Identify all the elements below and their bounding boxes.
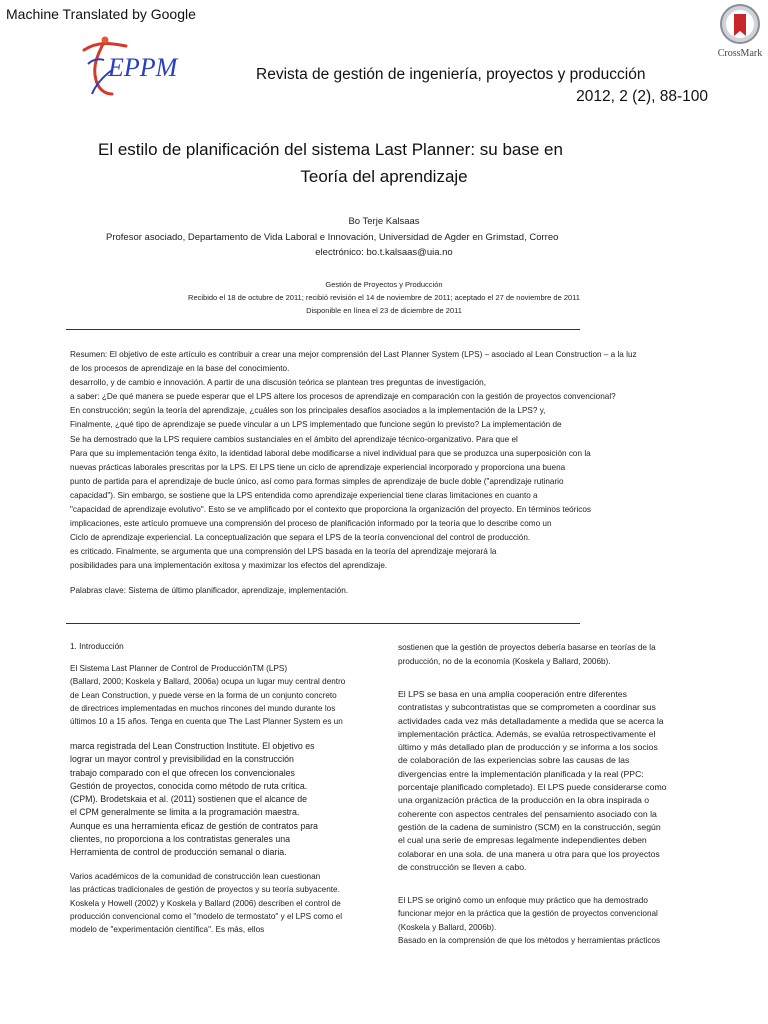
text-line: El LPS se basa en una amplia cooperación entre diferentes xyxy=(398,689,627,699)
abstract-line: capacidad"). Sin embargo, se sostiene que la LPS entendida como aprendizaje experiencial tiene claras limitaciones en cuanto a xyxy=(70,490,538,500)
abstract-line: desarrollo, y de cambio e innovación. A partir de una discusión teórica se plantean tres preguntas de investigación, xyxy=(70,378,486,388)
received-dates: Recibido el 18 de octubre de 2011; recibió revisión el 14 de noviembre de 2011; aceptado el 27 de noviembre de 2011 xyxy=(188,293,580,302)
abstract-line: es criticado. Finalmente, se argumenta que una comprensión del LPS basada en la teoría del aprendizaje mejorará la xyxy=(70,547,497,557)
text-line: producción convencional como el "modelo de termostato" y el LPS como el xyxy=(70,911,343,921)
logo-text: EPPM xyxy=(108,53,178,82)
author-affiliation-line-2: electrónico: bo.t.kalsaas@uia.no xyxy=(315,247,453,258)
abstract-line: Se ha demostrado que la LPS requiere cambios sustanciales en el ámbito del aprendizaje técnico-organizativo. Para que el xyxy=(70,434,518,444)
abstract-line: a saber: ¿De qué manera se puede esperar que el LPS altere los procesos de aprendizaje en comparación con la gestión de proyectos convencional? xyxy=(70,392,616,402)
text-line: Herramienta de control de producción semanal o diaria. xyxy=(70,847,287,858)
journal-logo xyxy=(74,36,214,98)
text-line: implementación práctica. Además, se evalúa retrospectivamente el xyxy=(398,728,656,739)
text-line: trabajo comparado con el que ofrecen los convencionales xyxy=(70,767,295,778)
text-line: lograr un mayor control y previsibilidad en la construcción xyxy=(70,754,294,765)
intro-paragraph-3 xyxy=(70,870,342,936)
text-line: coherente con aspectos centrales del pensamiento asociado con la xyxy=(398,808,657,819)
abstract xyxy=(70,348,720,574)
abstract-line: de los procesos de aprendizaje en la base del conocimiento. xyxy=(70,364,290,374)
text-line: una organización práctica de la producción en la obra inspirada o xyxy=(398,795,650,806)
text-line: marca registrada del Lean Construction Institute. El objetivo es xyxy=(70,741,315,751)
text-line: (CPM). Brodetskaia et al. (2011) sostienen que el alcance de xyxy=(70,794,307,805)
abstract-line: Finalmente, ¿qué tipo de aprendizaje se puede vincular a un LPS implementado que funcione según lo previsto? La implementación de xyxy=(70,420,562,430)
text-line: (Ballard, 2000; Koskela y Ballard, 2006a) ocupa un lugar muy central dentro xyxy=(70,677,346,687)
crossmark-label: CrossMark xyxy=(717,48,763,59)
paper-title-line-2: Teoría del aprendizaje xyxy=(300,167,468,186)
text-line: Varios académicos de la comunidad de construcción lean cuestionan xyxy=(70,872,321,881)
text-line: Koskela y Howell (2002) y Koskela y Ballard (2006) describen el control de xyxy=(70,898,341,908)
section-heading: 1. Introducción xyxy=(70,642,124,651)
text-line: el CPM generalmente se limita a la programación maestra. xyxy=(70,807,300,818)
intro-paragraph-2 xyxy=(70,740,318,860)
text-line: gestión de la cadena de suministro (SCM) en la construcción, según xyxy=(398,821,661,832)
abstract-line: En construcción; según la teoría del aprendizaje, ¿cuáles son los principales desafíos asociados a la implementación de la LPS? y, xyxy=(70,406,546,416)
paper-title-line-1: El estilo de planificación del sistema Last Planner: su base en xyxy=(98,140,563,159)
text-line: divergencias entre la implementación planificada y la real (PPC: xyxy=(398,768,644,779)
machine-translated-label: Machine Translated by Google xyxy=(6,6,196,22)
text-line: contratistas y subcontratistas que se comprometen a coordinar sus xyxy=(398,702,656,713)
text-line: Basado en la comprensión de que los métodos y herramientas prácticos xyxy=(398,935,661,945)
divider xyxy=(66,623,580,624)
text-line: las prácticas tradicionales de gestión de proyectos y su teoría subyacente. xyxy=(70,885,340,895)
abstract-line: Ciclo de aprendizaje experiencial. La conceptualización que separa el LPS de la teoría convencional del control de producción. xyxy=(70,533,531,543)
right-paragraph-3 xyxy=(398,894,660,947)
eppm-logo-icon xyxy=(74,36,214,98)
text-line: últimos 10 a 15 años. Tenga en cuenta que The Last Planner System es un xyxy=(70,717,343,727)
keywords: Palabras clave: Sistema de último planificador, aprendizaje, implementación. xyxy=(70,586,349,595)
text-line: producción, no de la economía (Koskela y Ballard, 2006b). xyxy=(398,656,611,666)
text-line: de colaboración de las experiencias sobre las causas de las xyxy=(398,755,630,766)
text-line: clientes, no proporciona a los contratistas generales una xyxy=(70,834,291,845)
text-line: de directrices implementadas en muchos rincones del mundo durante los xyxy=(70,703,336,713)
abstract-line: Para que su implementación tenga éxito, la identidad laboral debe modificarse a nivel individual para que se produzca una superposición con la xyxy=(70,448,591,458)
journal-name: Revista de gestión de ingeniería, proyectos y producción xyxy=(256,66,646,83)
text-line: el cual una serie de empresas legalmente independientes deben xyxy=(398,835,647,846)
author-name: Bo Terje Kalsaas xyxy=(348,216,420,227)
text-line: Gestión de proyectos, conocida como método de ruta crítica. xyxy=(70,780,308,791)
author-affiliation-line-1: Profesor asociado, Departamento de Vida Laboral e Innovación, Universidad de Agder en Grimstad, Correo xyxy=(106,232,559,243)
divider xyxy=(66,329,580,330)
text-line: de Lean Construction, y puede verse en la forma de un conjunto concreto xyxy=(70,690,337,700)
text-line: colaborar en una sola. de una manera u otra para que los proyectos xyxy=(398,848,660,859)
right-paragraph-2 xyxy=(398,688,667,874)
abstract-line: punto de partida para el aprendizaje de bucle único, así como para formas simples de aprendizaje de bucle doble ("aprendizaje rutinario xyxy=(70,476,564,486)
abstract-line: nuevas prácticas laborales prescritas por la LPS. El LPS tiene un ciclo de aprendizaje experiencial incorporado y proporciona una buena xyxy=(70,462,566,472)
journal-volume: 2012, 2 (2), 88-100 xyxy=(576,88,708,105)
text-line: porcentaje planificado completado). El LPS puede considerarse como xyxy=(398,782,667,793)
text-line: El LPS se originó como un enfoque muy práctico que ha demostrado xyxy=(398,896,648,905)
intro-paragraph-1 xyxy=(70,662,345,728)
abstract-line: Resumen: El objetivo de este artículo es contribuir a crear una mejor comprensión del Last Planner System (LPS) – asociado al Lean Construction – a la luz xyxy=(70,350,637,359)
abstract-line: "capacidad de aprendizaje evolutivo". Esto se ve amplificado por el contexto que proporciona la organización del proyecto. En términos teóricos xyxy=(70,505,592,515)
right-paragraph-1 xyxy=(398,641,656,668)
text-line: Aunque es una herramienta eficaz de gestión de contratos para xyxy=(70,820,318,831)
text-line: de construcción se lleven a cabo. xyxy=(398,861,527,872)
section-label: Gestión de Proyectos y Producción xyxy=(325,280,443,289)
text-line: sostienen que la gestión de proyectos debería basarse en teorías de la xyxy=(398,643,656,652)
abstract-line: implicaciones, este artículo promueve una comprensión del proceso de planificación informado por la teoría que lo describe como un xyxy=(70,519,552,529)
online-date: Disponible en línea el 23 de diciembre de 2011 xyxy=(306,306,462,315)
text-line: El Sistema Last Planner de Control de ProducciónTM (LPS) xyxy=(70,664,288,673)
text-line: actividades cada vez más detalladamente a medida que se acerca la xyxy=(398,715,664,726)
text-line: modelo de "experimentación científica". Es más, ellos xyxy=(70,925,265,935)
abstract-line: posibilidades para una implementación exitosa y maximizar los efectos del aprendizaje. xyxy=(70,561,388,571)
text-line: último y más detallado plan de producción y se informa a los socios xyxy=(398,742,658,753)
text-line: funcionar mejor en la práctica que la gestión de proyectos convencional xyxy=(398,909,658,919)
crossmark-badge[interactable] xyxy=(713,2,768,60)
text-line: (Koskela y Ballard, 2006b). xyxy=(398,922,497,932)
